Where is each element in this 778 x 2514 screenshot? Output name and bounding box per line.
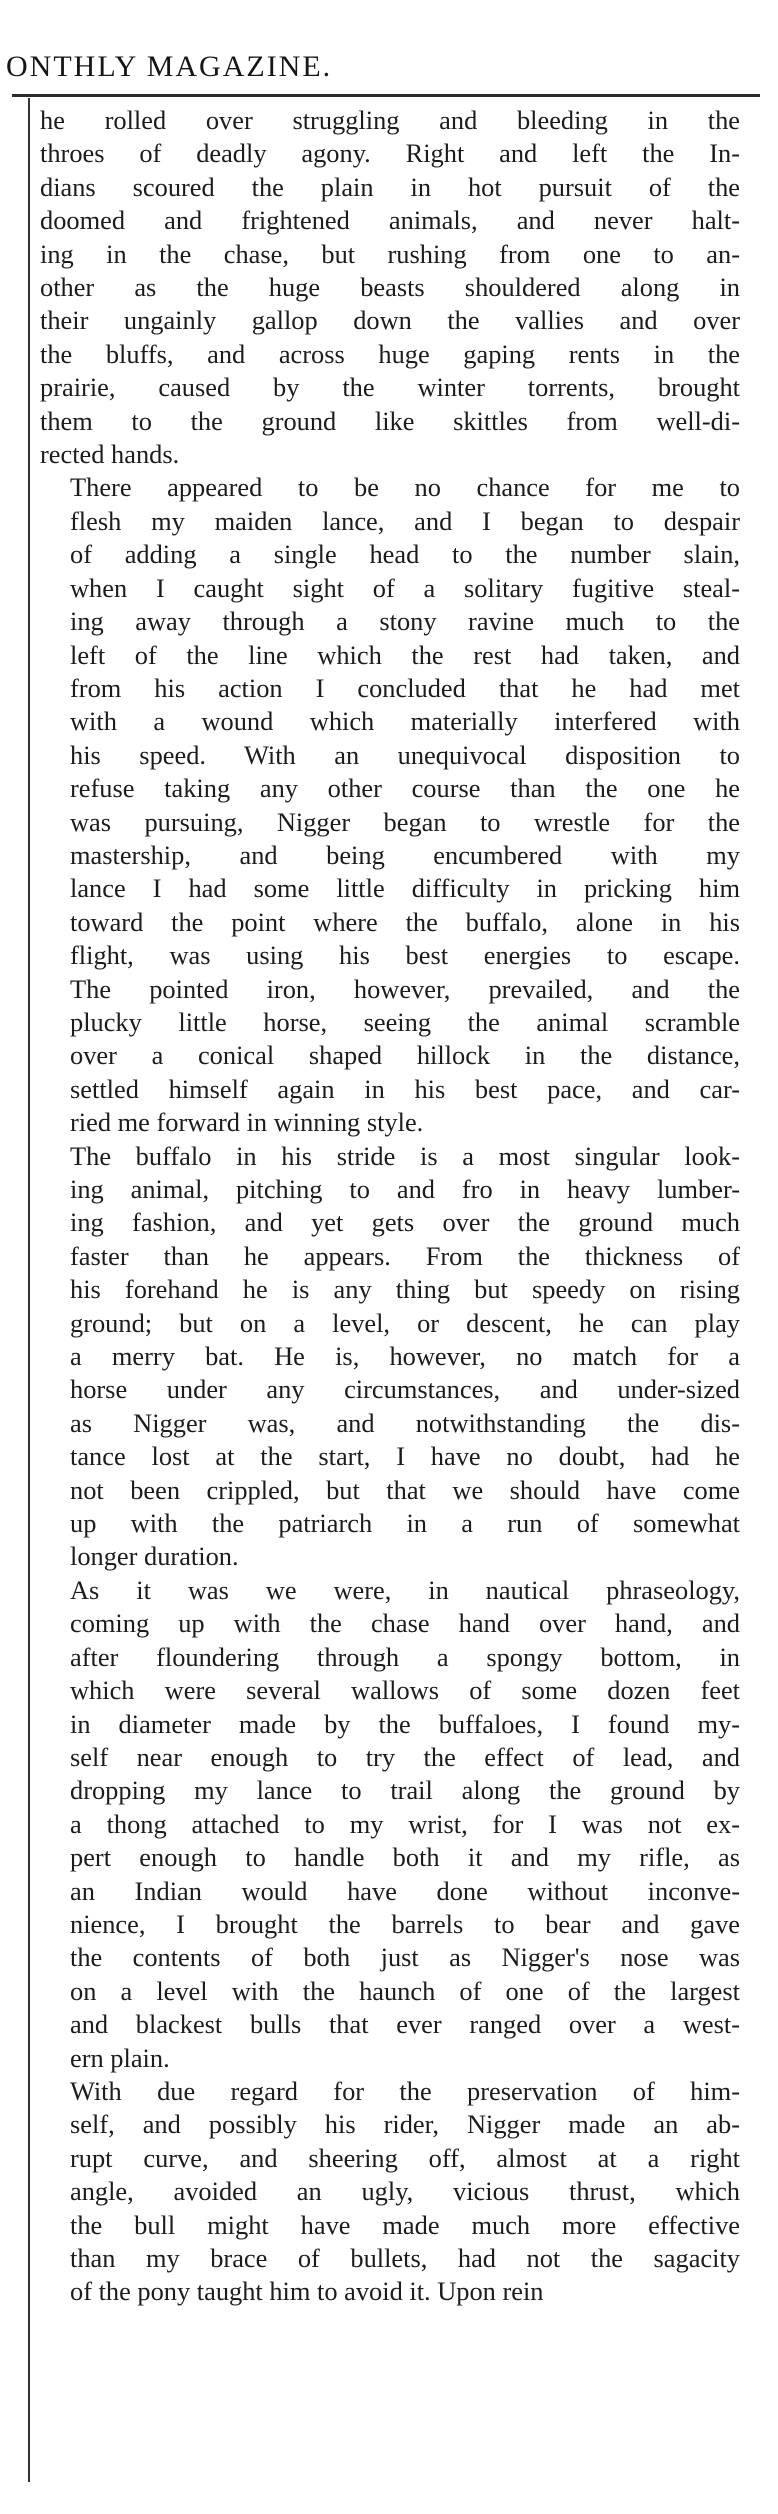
text-line: than my brace of bullets, had not the sagacity xyxy=(70,2243,740,2273)
text-line: doomed and frightened animals, and never halt- xyxy=(40,205,740,236)
paragraph xyxy=(40,1140,740,1574)
text-line: up with the patriarch in a run of somewhat xyxy=(70,1508,740,1539)
text-line: nience, I brought the barrels to bear and gave xyxy=(70,1908,740,1939)
text-line: self, and possibly his rider, Nigger made an ab- xyxy=(70,2109,740,2140)
paragraph xyxy=(40,1574,740,2075)
text-line: left of the line which the rest had taken, and xyxy=(70,639,740,670)
text-line: the contents of both just as Nigger's nose was xyxy=(70,1942,740,1973)
text-line: tance lost at the start, I have no doubt, had he xyxy=(70,1441,740,1472)
header-rule xyxy=(12,94,760,97)
text-line: There appeared to be no chance for me to xyxy=(70,472,740,503)
text-line: throes of deadly agony. Right and left the In- xyxy=(40,138,740,169)
text-line: dians scoured the plain in hot pursuit of the xyxy=(40,171,740,202)
text-line: from his action I concluded that he had met xyxy=(70,672,740,703)
page-header xyxy=(0,50,760,90)
text-line: other as the huge beasts shouldered along in xyxy=(40,272,740,303)
text-line: mastership, and being encumbered with my xyxy=(70,839,740,870)
text-line: ried me forward in winning style. xyxy=(70,1107,424,1138)
paragraph xyxy=(40,471,740,1139)
text-line: prairie, caused by the winter torrents, brought xyxy=(40,372,740,403)
text-line: the bluffs, and across huge gaping rents in the xyxy=(40,338,740,369)
text-line: of adding a single head to the number slain, xyxy=(70,539,740,570)
running-head-title: ONTHLY MAGAZINE. xyxy=(6,50,333,83)
column-rule xyxy=(28,98,30,2482)
text-line: self near enough to try the effect of lead, and xyxy=(70,1741,740,1772)
paragraph xyxy=(40,104,740,471)
text-line: ing animal, pitching to and fro in heavy lumber- xyxy=(70,1174,740,1204)
text-line: horse under any circumstances, and under-sized xyxy=(70,1374,740,1405)
text-line: With due regard for the preservation of him- xyxy=(70,2075,740,2106)
text-line: lance I had some little difficulty in pricking him xyxy=(70,873,740,904)
text-line: angle, avoided an ugly, vicious thrust, which xyxy=(70,2176,740,2207)
text-line: in diameter made by the buffaloes, I found my- xyxy=(70,1708,740,1739)
text-line: ing fashion, and yet gets over the ground much xyxy=(70,1207,740,1238)
text-line: he rolled over struggling and bleeding in the xyxy=(40,105,740,135)
text-line: a thong attached to my wrist, for I was not ex- xyxy=(70,1808,740,1839)
text-line: As it was we were, in nautical phraseology, xyxy=(70,1574,740,1605)
text-line: ground; but on a level, or descent, he can play xyxy=(70,1307,740,1338)
text-line: on a level with the haunch of one of the largest xyxy=(70,1975,740,2006)
paragraph xyxy=(40,2075,740,2309)
text-line: not been crippled, but that we should have come xyxy=(70,1474,740,1505)
text-line: his forehand he is any thing but speedy on rising xyxy=(70,1274,740,1305)
text-line: The pointed iron, however, prevailed, and the xyxy=(70,973,740,1004)
text-line: and blackest bulls that ever ranged over a west- xyxy=(70,2009,740,2040)
text-line: of the pony taught him to avoid it. Upon rein xyxy=(70,2276,544,2307)
text-line: with a wound which materially interfered with xyxy=(70,706,740,737)
text-line: after floundering through a spongy bottom, in xyxy=(70,1641,740,1672)
text-line: toward the point where the buffalo, alone in his xyxy=(70,906,740,937)
text-line: his speed. With an unequivocal disposition to xyxy=(70,739,740,770)
text-line: their ungainly gallop down the vallies and over xyxy=(40,305,740,336)
text-line: refuse taking any other course than the one he xyxy=(70,773,740,804)
text-line: faster than he appears. From the thickness of xyxy=(70,1240,740,1271)
text-line: rected hands. xyxy=(40,439,180,470)
text-line: The buffalo in his stride is a most singular look- xyxy=(70,1140,740,1171)
article-body xyxy=(40,104,740,2309)
text-line: settled himself again in his best pace, and car- xyxy=(70,1073,740,1104)
text-line: dropping my lance to trail along the ground by xyxy=(70,1775,740,1806)
text-line: flesh my maiden lance, and I began to despair xyxy=(70,505,740,536)
text-line: them to the ground like skittles from well-di- xyxy=(40,405,740,436)
text-line: which were several wallows of some dozen feet xyxy=(70,1675,740,1706)
text-line: rupt curve, and sheering off, almost at a right xyxy=(70,2142,740,2173)
text-line: plucky little horse, seeing the animal scramble xyxy=(70,1006,740,1037)
text-line: an Indian would have done without inconve- xyxy=(70,1875,740,1906)
text-line: over a conical shaped hillock in the distance, xyxy=(70,1040,740,1071)
text-line: pert enough to handle both it and my rifle, as xyxy=(70,1842,740,1873)
text-line: as Nigger was, and notwithstanding the dis- xyxy=(70,1407,740,1438)
text-line: was pursuing, Nigger began to wrestle for the xyxy=(70,806,740,837)
text-line: longer duration. xyxy=(70,1541,239,1572)
text-line: the bull might have made much more effective xyxy=(70,2209,740,2240)
text-line: when I caught sight of a solitary fugitive steal- xyxy=(70,572,740,603)
text-line: flight, was using his best energies to escape. xyxy=(70,940,740,971)
text-line: ern plain. xyxy=(70,2042,170,2073)
text-line: ing in the chase, but rushing from one to an- xyxy=(40,238,740,269)
text-line: ing away through a stony ravine much to the xyxy=(70,606,740,637)
text-line: a merry bat. He is, however, no match for a xyxy=(70,1341,740,1372)
text-line: coming up with the chase hand over hand, and xyxy=(70,1608,740,1639)
